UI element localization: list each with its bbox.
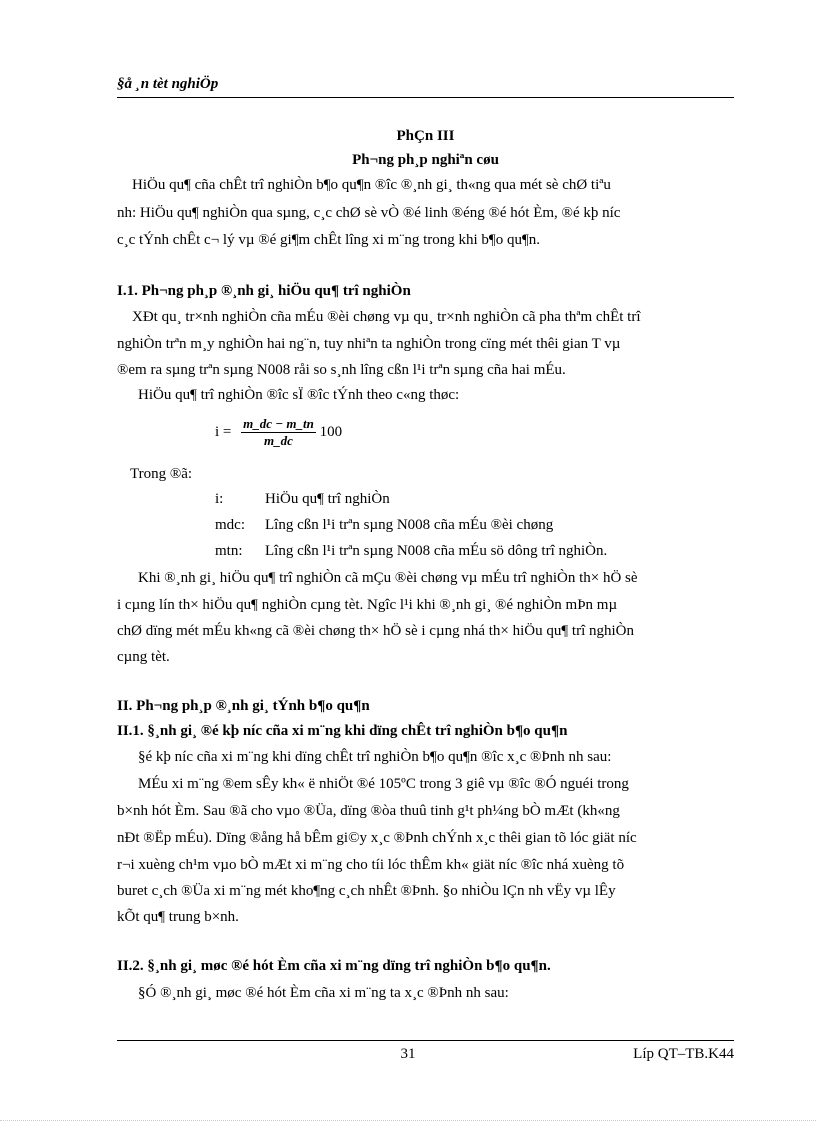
paragraph-line: cµng tèt. xyxy=(117,649,170,665)
trong-label: Trong ®ã: xyxy=(130,466,193,482)
paragraph-line: buret c¸ch ®Üa xi m¨ng mét kho¶ng c¸ch nhÊt ®Þnh. §o nhiÒu lÇn nh vËy vµ lÊy xyxy=(117,883,616,899)
paragraph-line: i cµng lín th× hiÖu qu¶ nghiÒn cµng tèt. Ngîc l¹i khi ®¸nh gi¸ ®é nghiÒn mÞn mµ xyxy=(117,597,618,613)
formula-numerator: m_dc − m_tn xyxy=(243,416,314,431)
paragraph-line: nghiÒn trªn m¸y nghiÒn hai ng¨n, tuy nhiªn ta nghiÒn trong cïng mét thêi gian T vµ xyxy=(117,336,621,352)
paragraph-line: XÐt qu¸ tr×nh nghiÒn cña mÉu ®èi chøng vµ qu¸ tr×nh nghiÒn cã pha thªm chÊt trî xyxy=(132,309,641,325)
def-symbol: i: xyxy=(215,491,224,507)
formula-multiplier: 100 xyxy=(319,423,343,440)
footer-rule xyxy=(117,1040,734,1041)
paragraph-line: ®em ra sµng trªn sµng N008 råi so s¸nh lîng cßn l¹i trªn sµng cña hai mÉu. xyxy=(117,362,566,378)
formula-fraction xyxy=(241,416,316,449)
formula-intro: HiÖu qu¶ trî nghiÒn ®îc sÏ ®îc tÝnh theo c«ng thøc: xyxy=(138,387,460,403)
paragraph-line: Khi ®¸nh gi¸ hiÖu qu¶ trî nghiÒn cã mÇu ®èi chøng vµ mÉu trî nghiÒn th× hÖ sè xyxy=(138,570,638,586)
paragraph-line: MÉu xi m¨ng ®em sÊy kh« ë nhiÖt ®é 105ºC trong 3 giê vµ ®îc ®Ó nguéi trong xyxy=(138,776,629,792)
paragraph-line: §Ó ®¸nh gi¸ møc ®é hót Èm cña xi m¨ng ta x¸c ®Þnh nh sau: xyxy=(138,985,509,1001)
def-desc: Lîng cßn l¹i trªn sµng N008 cña mÉu ®èi chøng xyxy=(265,517,554,533)
paragraph-line: chØ dïng mét mÉu kh«ng cã ®èi chøng th× hÖ sè i cµng nhá th× hiÖu qu¶ trî nghiÒn xyxy=(117,623,635,639)
intro-line: c¸c tÝnh chÊt c¬ lý vµ ®é gi¶m chÊt lîng xi m¨ng trong khi b¶o qu¶n. xyxy=(117,232,540,248)
document-header: §å ¸n tèt nghiÖp xyxy=(117,76,219,92)
subsection-heading: II.2. §¸nh gi¸ møc ®é hót Èm cña xi m¨ng dïng trî nghiÒn b¶o qu¶n. xyxy=(117,958,551,974)
paragraph-line: nÐt ®Ëp mÉu). Dïng ®ång hå bÊm gi©y x¸c ®Þnh chÝnh x¸c thêi gian tõ lóc giät níc xyxy=(117,830,637,846)
page-number: 31 xyxy=(400,1046,416,1062)
part-subtitle: Ph¬ng ph¸p nghiªn cøu xyxy=(352,152,499,168)
header-rule xyxy=(117,97,734,98)
def-symbol: mtn: xyxy=(215,543,243,559)
efficiency-formula xyxy=(215,416,342,449)
formula-lhs: i = xyxy=(215,423,232,440)
paragraph-line: kÕt qu¶ trung b×nh. xyxy=(117,909,239,925)
paragraph-line: §é kþ níc cña xi m¨ng khi dïng chÊt trî nghiÒn b¶o qu¶n ®îc x¸c ®Þnh nh sau: xyxy=(138,749,612,765)
footer-class: Líp QT–TB.K44 xyxy=(633,1046,734,1062)
def-desc: Lîng cßn l¹i trªn sµng N008 cña mÉu sö dông trî nghiÒn. xyxy=(265,543,608,559)
intro-line: HiÖu qu¶ cña chÊt trî nghiÒn b¶o qu¶n ®îc ®¸nh gi¸ th«ng qua mét sè chØ tiªu xyxy=(132,177,611,193)
section-heading: I.1. Ph¬ng ph¸p ®¸nh gi¸ hiÖu qu¶ trî nghiÒn xyxy=(117,283,411,299)
def-desc: HiÖu qu¶ trî nghiÒn xyxy=(265,491,390,507)
subsection-heading: II.1. §¸nh gi¸ ®é kþ níc cña xi m¨ng khi dïng chÊt trî nghiÒn b¶o qu¶n xyxy=(117,723,568,739)
def-symbol: mdc: xyxy=(215,517,245,533)
part-title: PhÇn III xyxy=(396,128,455,144)
page-edge xyxy=(0,1120,816,1121)
paragraph-line: b×nh hót Èm. Sau ®ã cho vµo ®Üa, dïng ®òa thuû tinh g¹t ph¼ng bÒ mÆt (kh«ng xyxy=(117,803,620,819)
section-heading: II. Ph¬ng ph¸p ®¸nh gi¸ tÝnh b¶o qu¶n xyxy=(117,698,370,714)
formula-denominator: m_dc xyxy=(264,433,293,448)
paragraph-line: r¬i xuèng ch¹m vµo bÒ mÆt xi m¨ng cho tíi lóc thÊm kh« giät níc ®îc nhá xuèng tõ xyxy=(117,857,625,873)
intro-line: nh: HiÖu qu¶ nghiÒn qua sµng, c¸c chØ sè vÒ ®é linh ®éng ®é hót Èm, ®é kþ níc xyxy=(117,205,621,221)
